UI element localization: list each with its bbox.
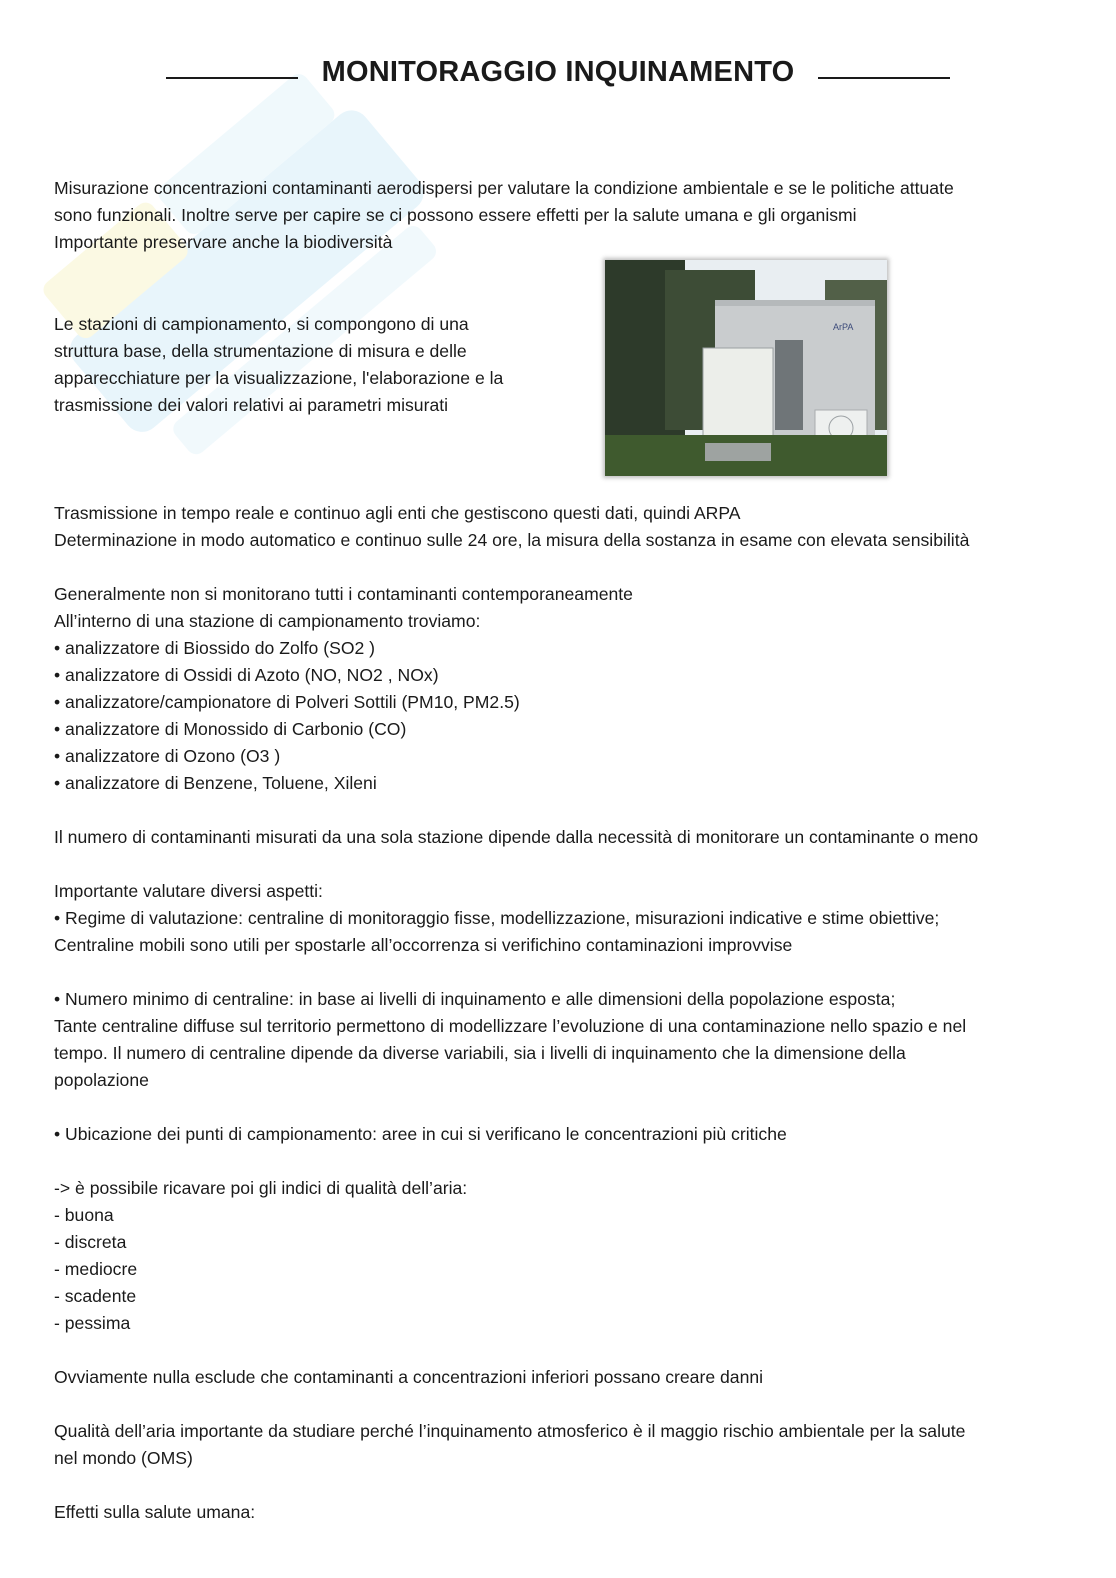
list-item: • analizzatore di Biossido do Zolfo (SO2 ) xyxy=(54,638,376,658)
list-item: - pessima xyxy=(54,1313,131,1333)
text-line: tempo. Il numero di centraline dipende da diverse variabili, sia i livelli di inquinamento che la dimensione della xyxy=(54,1043,906,1063)
title-text: MONITORAGGIO INQUINAMENTO xyxy=(321,56,795,88)
aspetti-paragraph xyxy=(54,878,939,959)
text-line: Tante centraline diffuse sul territorio permettono di modellizzare l’evoluzione di una contaminazione nello spazio e nel xyxy=(54,1016,967,1036)
text-line: Determinazione in modo automatico e continuo sulle 24 ore, la misura della sostanza in esame con elevata sensibilità xyxy=(54,530,970,550)
stations-paragraph xyxy=(54,311,503,419)
arpa-logo-text: ArPA xyxy=(833,322,854,332)
text-line: struttura base, della strumentazione di misura e delle xyxy=(54,341,467,361)
ubicazione-paragraph xyxy=(54,1121,787,1148)
list-item: - scadente xyxy=(54,1286,137,1306)
indici-list xyxy=(54,1175,467,1337)
page-title xyxy=(0,56,1116,89)
list-item: • analizzatore di Monossido di Carbonio (CO) xyxy=(54,719,407,739)
text-line: Centraline mobili sono utili per spostarle all’occorrenza si verifichino contaminazioni improvvise xyxy=(54,935,793,955)
text-line: Il numero di contaminanti misurati da una sola stazione dipende dalla necessità di monitorare un contaminante o meno xyxy=(54,827,979,847)
minimo-paragraph xyxy=(54,986,966,1094)
text-line: Importante valutare diversi aspetti: xyxy=(54,881,323,901)
text-line: -> è possibile ricavare poi gli indici di qualità dell’aria: xyxy=(54,1178,468,1198)
list-item: - buona xyxy=(54,1205,114,1225)
title-underline-left xyxy=(166,77,298,79)
list-item: - discreta xyxy=(54,1232,127,1252)
list-item: • analizzatore/campionatore di Polveri Sottili (PM10, PM2.5) xyxy=(54,692,520,712)
text-line: Misurazione concentrazioni contaminanti aerodispersi per valutare la condizione ambientale e se le politiche attuate xyxy=(54,178,954,198)
text-line: Trasmissione in tempo reale e continuo agli enti che gestiscono questi dati, quindi ARPA xyxy=(54,503,741,523)
text-line: Qualità dell’aria importante da studiare perché l’inquinamento atmosferico è il maggio rischio ambientale per la salute xyxy=(54,1421,966,1441)
effetti-heading xyxy=(54,1499,255,1526)
transmission-paragraph xyxy=(54,500,969,554)
numero-paragraph xyxy=(54,824,978,851)
intro-paragraph xyxy=(54,175,954,256)
monitoring-station-photo xyxy=(605,260,887,476)
text-line: Le stazioni di campionamento, si compongono di una xyxy=(54,314,469,334)
qualita-paragraph xyxy=(54,1418,965,1472)
list-item: • Regime di valutazione: centraline di monitoraggio fisse, modellizzazione, misurazioni indicative e stime obiettive; xyxy=(54,908,940,928)
text-line: Generalmente non si monitorano tutti i contaminanti contemporaneamente xyxy=(54,584,633,604)
list-item: - mediocre xyxy=(54,1259,138,1279)
text-line: Effetti sulla salute umana: xyxy=(54,1502,256,1522)
list-item: • analizzatore di Ossidi di Azoto (NO, NO2 , NOx) xyxy=(54,665,439,685)
list-item: • analizzatore di Benzene, Toluene, Xileni xyxy=(54,773,377,793)
text-line: sono funzionali. Inoltre serve per capire se ci possono essere effetti per la salute umana e gli organismi xyxy=(54,205,857,225)
title-underline-right xyxy=(818,77,950,79)
watermark-logo xyxy=(20,60,480,490)
text-line: nel mondo (OMS) xyxy=(54,1448,193,1468)
list-item: • Numero minimo di centraline: in base ai livelli di inquinamento e alle dimensioni della popolazione esposta; xyxy=(54,989,896,1009)
text-line: trasmissione dei valori relativi ai parametri misurati xyxy=(54,395,449,415)
ovviamente-paragraph xyxy=(54,1364,763,1391)
text-line: apparecchiature per la visualizzazione, l'elaborazione e la xyxy=(54,368,504,388)
list-item: • analizzatore di Ozono (O3 ) xyxy=(54,746,281,766)
text-line: Ovviamente nulla esclude che contaminanti a concentrazioni inferiori possano creare danni xyxy=(54,1367,764,1387)
list-item: • Ubicazione dei punti di campionamento: aree in cui si verificano le concentrazioni più critiche xyxy=(54,1124,787,1144)
text-line: Importante preservare anche la biodiversità xyxy=(54,232,393,252)
text-line: All’interno di una stazione di campionamento troviamo: xyxy=(54,611,481,631)
analyzers-list xyxy=(54,581,633,797)
text-line: popolazione xyxy=(54,1070,149,1090)
